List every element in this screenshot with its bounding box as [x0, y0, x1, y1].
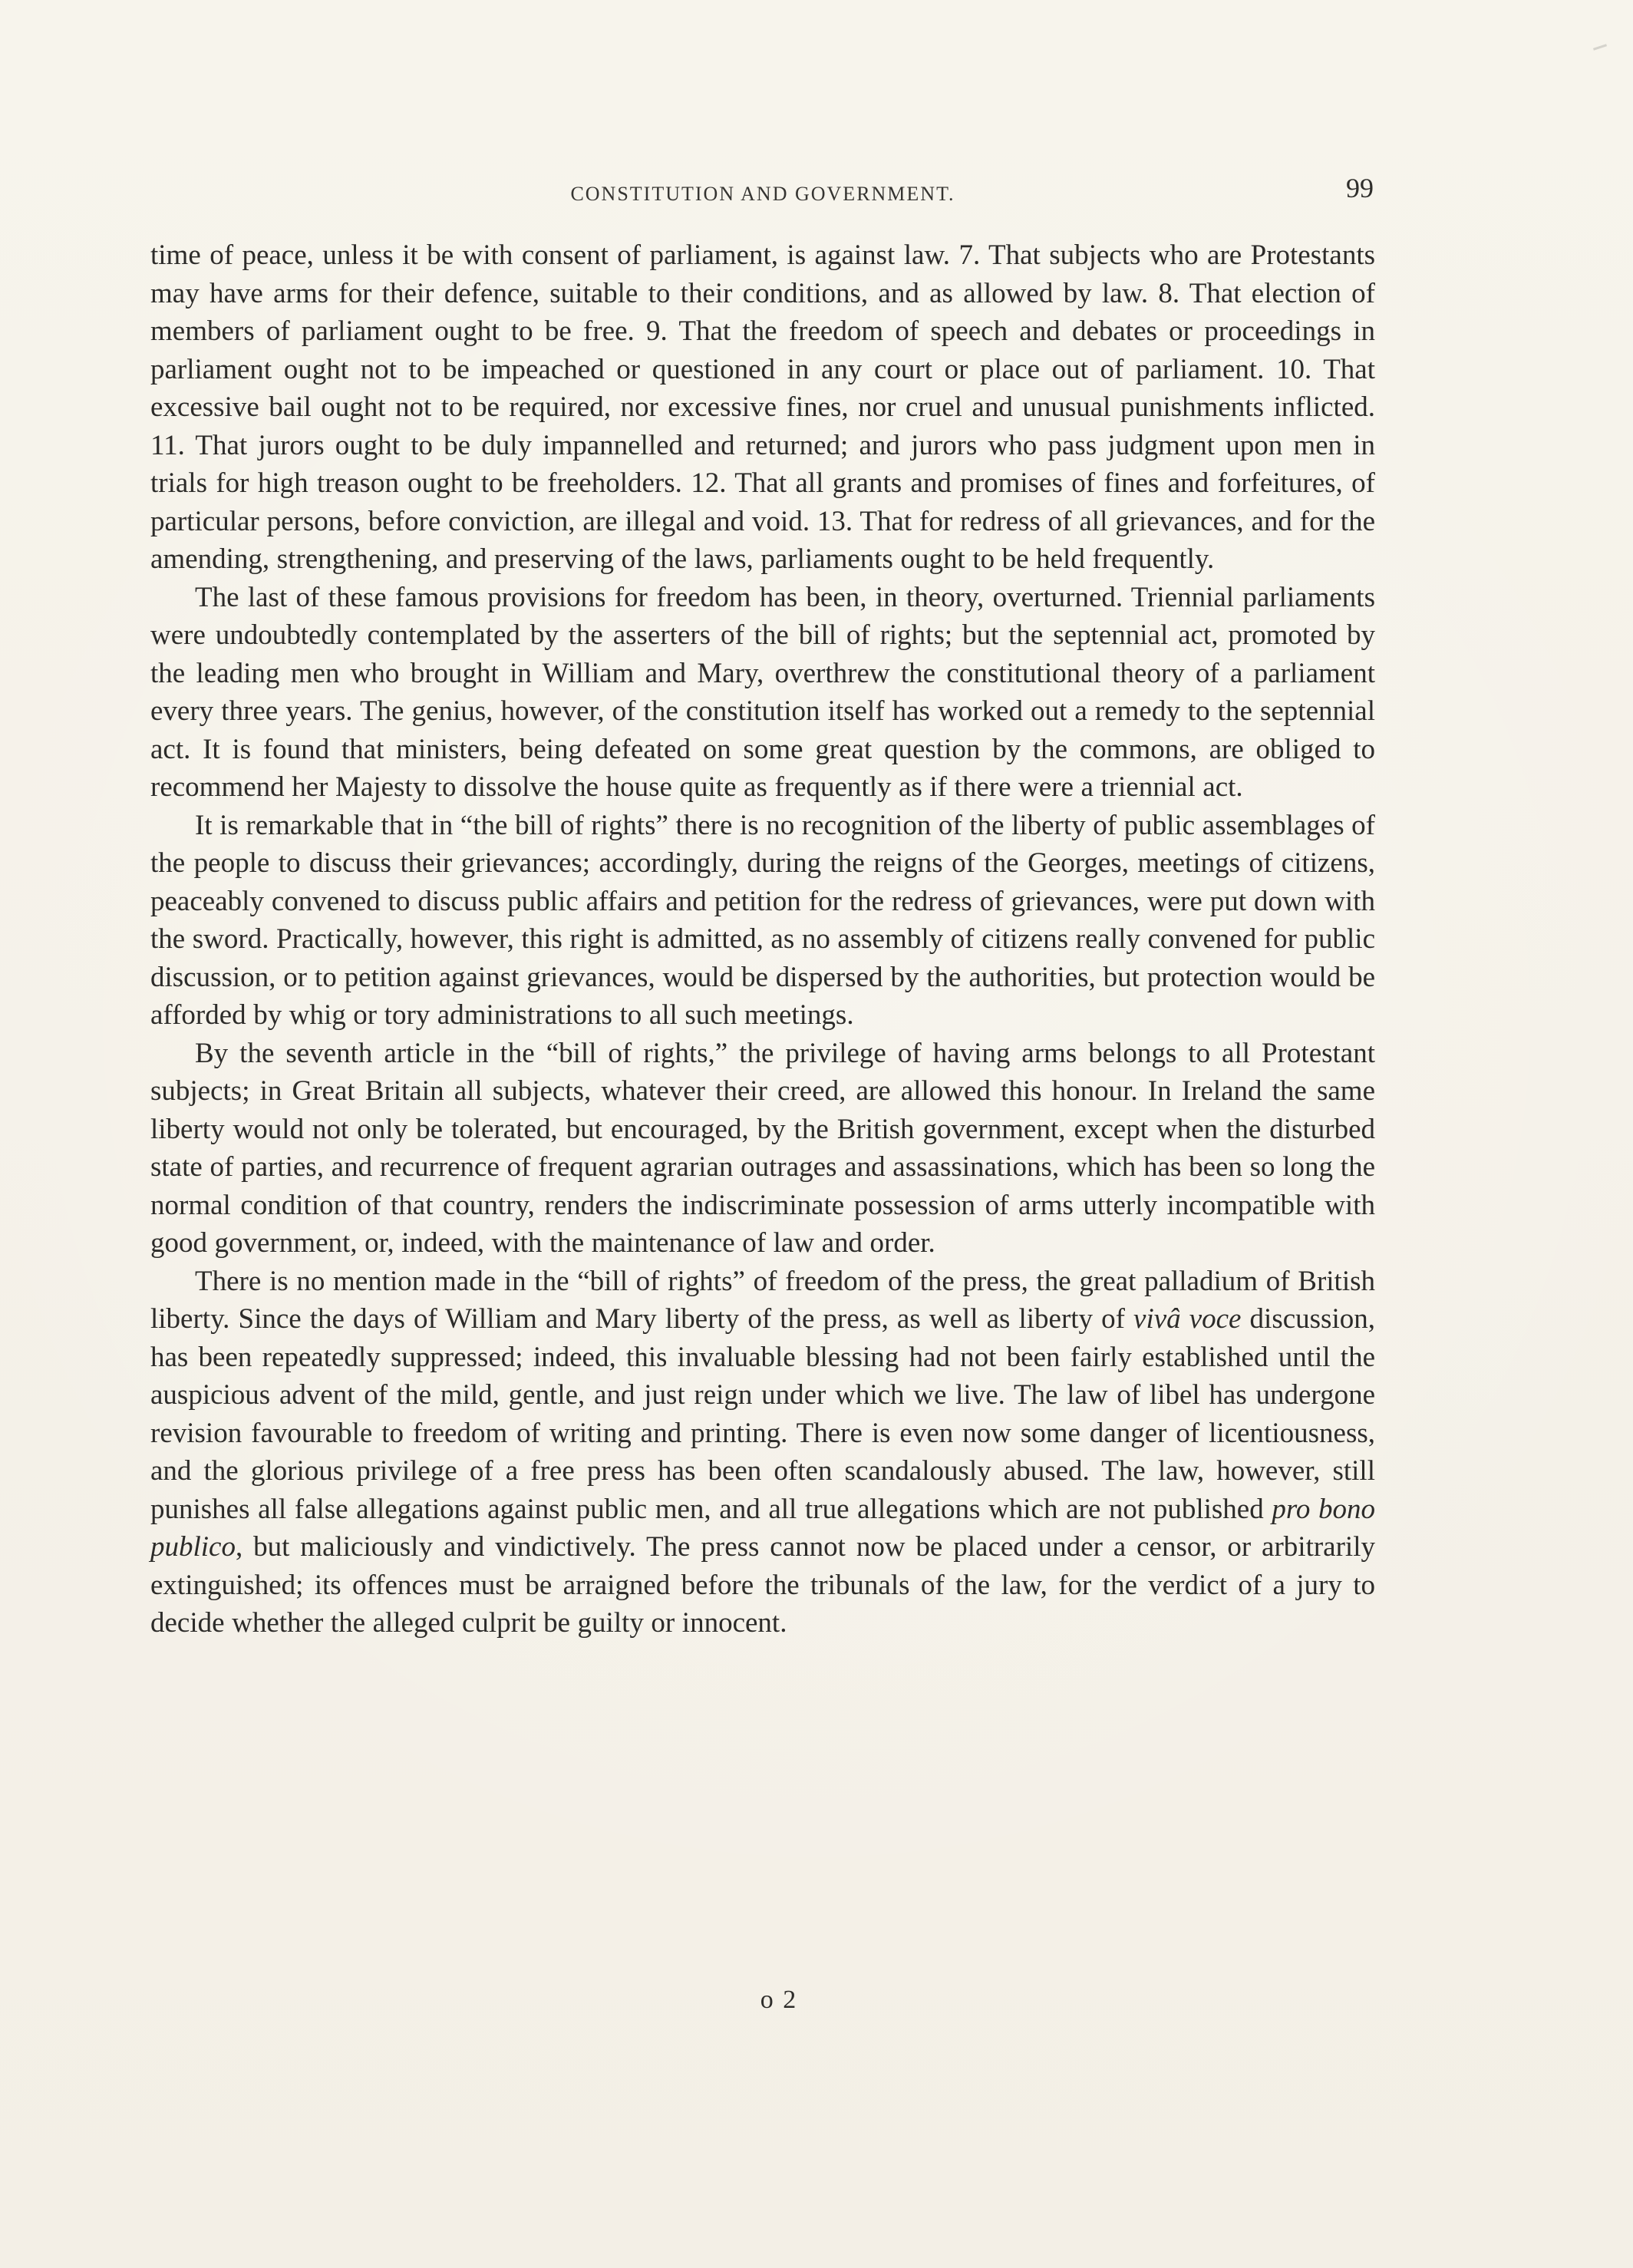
paragraph-1: time of peace, unless it be with consent of parliament, is against law. 7. That subjects who are Protestants may have arms for their defence, suitable to their conditions, and as allowed by law. 8. That election of members of parliament ought to be free. 9. That the freedom of speech and debates or proceedings in parliament ought not to be impeached or questioned in any court or place out of parliament. 10. That excessive bail ought not to be required, nor excessive fines, nor cruel and unusual punishments inflicted. 11. That jurors ought to be duly impannelled and returned; and jurors who pass judgment upon men in trials for high treason ought to be freeholders. 12. That all grants and promises of fines and forfeitures, of particular persons, before conviction, are illegal and void. 13. That for redress of all grievances, and for the amending, strengthening, and preserving of the laws, parliaments ought to be held frequently.: [150, 239, 1375, 575]
paragraph-5-text-after-viva: discussion, has been repeatedly suppressed; indeed, this invaluable blessing had not been fairly established until the auspicious advent of the mild, gentle, and just reign under which we live. The law of libel has undergone revision favourable to freedom of writing and printing. There is even now some danger of licentiousness, and the glorious privilege of a free press has been often scandalously abused. The law, however, still punishes all false allegations against public men, and all true allegations which are not published: [150, 1303, 1375, 1525]
page-number: 99: [1346, 173, 1374, 203]
viva-voce-italic: vivâ voce: [1133, 1303, 1242, 1335]
paragraph-3: It is remarkable that in “the bill of rights” there is no recognition of the liberty of public assemblages of the people to discuss their grievances; accordingly, during the reigns of the Georges, meetings of citizens, peaceably convened to discuss public affairs and petition for the redress of grievances, were put down with the sword. Practically, however, this right is admitted, as no assembly of citizens really convened for public discussion, or to petition against grievances, would be dispersed by the authorities, but protection would be afforded by whig or tory administrations to all such meetings.: [150, 809, 1375, 1031]
signature-mark: o 2: [760, 1986, 798, 2014]
paper-mark: [1593, 44, 1607, 50]
page-header: [152, 173, 1374, 215]
paragraph-5-text-before-viva: There is no mention made in the “bill of rights” of freedom of the press, the great palladium of British liberty. Since the days of William and Mary liberty of the press, as well as liberty of: [150, 1265, 1375, 1335]
main-text: [150, 236, 1375, 1642]
paragraph-5-text-after-pro-bono: , but maliciously and vindictively. The press cannot now be placed under a censor, or arbitrarily extinguished; its offences must be arraigned before the tribunals of the law, for the verdict of a jury to decide whether the alleged culprit be guilty or innocent.: [150, 1531, 1375, 1639]
paragraph-4: By the seventh article in the “bill of rights,” the privilege of having arms belongs to all Protestant subjects; in Great Britain all subjects, whatever their creed, are allowed this honour. In Ireland the same liberty would not only be tolerated, but encouraged, by the British government, except when the disturbed state of parties, and recurrence of frequent agrarian outrages and assassinations, which has been so long the normal condition of that country, renders the indiscriminate possession of arms utterly incompatible with good government, or, indeed, with the maintenance of law and order.: [150, 1037, 1375, 1259]
paragraph-2: The last of these famous provisions for freedom has been, in theory, overturned. Triennial parliaments were undoubtedly contemplated by the asserters of the bill of rights; but the septennial act, promoted by the leading men who brought in William and Mary, overthrew the constitutional theory of a parliament every three years. The genius, however, of the constitution itself has worked out a remedy to the septennial act. It is found that ministers, being defeated on some great question by the commons, are obliged to recommend her Majesty to dissolve the house quite as frequently as if there were a triennial act.: [150, 581, 1375, 803]
pro-bono-publico-italic: pro bono publico: [150, 1493, 1376, 1563]
running-head: CONSTITUTION AND GOVERNMENT.: [570, 183, 955, 205]
paragraph-5: [150, 1263, 1375, 1642]
